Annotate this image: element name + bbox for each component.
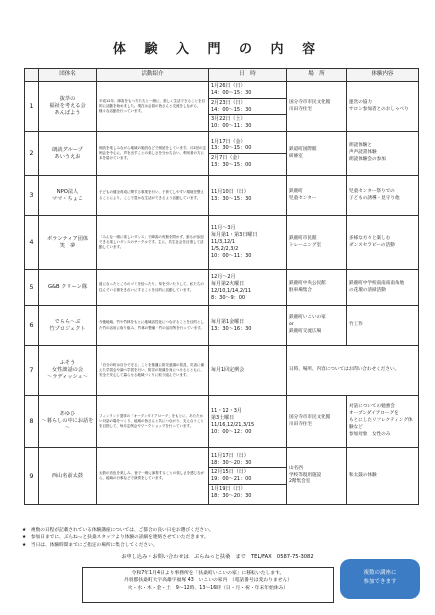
schedule-cell bbox=[209, 448, 287, 505]
experience-content: 竹工作 bbox=[347, 306, 419, 346]
row-number: 9 bbox=[25, 448, 39, 505]
table-row bbox=[25, 306, 419, 346]
activity-intro: 朗読を楽しみながら地域の施設などで朗読をしています。月2回の定例会を中心に、声を出すことの楽しさを分かち合い、利用者の方に本を届けています。 bbox=[97, 132, 209, 176]
schedule-slot: 1月26日（日） 14：00～15：30 bbox=[209, 82, 286, 99]
schedule-slot: 2月7日（金） 13：30～15：00 bbox=[211, 155, 252, 168]
header-place: 場 所 bbox=[287, 69, 347, 82]
row-number: 4 bbox=[25, 216, 39, 270]
group-name: ふそう 女性談話の会 ～ラディッシュ～ bbox=[39, 346, 97, 396]
schedule-cell bbox=[209, 176, 287, 216]
row-number: 2 bbox=[25, 132, 39, 176]
header-intro: 活動紹介 bbox=[97, 69, 209, 82]
note-line: ★ 複数の日程が記載されている体験講座については、ご都合の良い日をお選びください。 bbox=[22, 528, 214, 533]
schedule-text: 毎月第1金曜日 13：30～16：30 bbox=[211, 318, 252, 332]
header-schedule: 日 時 bbox=[209, 69, 287, 82]
multi-course-badge: 複数の講座に 参加できます bbox=[340, 559, 420, 599]
schedule-cell bbox=[209, 270, 287, 306]
schedule-slot: 11月17日（日） 18：30～20：30 bbox=[209, 452, 286, 469]
schedule-text: 12月～2月 毎月第2火曜日 12/10,1/14,2/11 8：30～9：00 bbox=[211, 273, 252, 301]
group-name: でらら～ぶ 竹プロジェクト bbox=[39, 306, 97, 346]
group-name: 朗読グループ あいうえお bbox=[39, 132, 97, 176]
schedule-text: 11月10日（日） 13：30～15：30 bbox=[211, 188, 252, 202]
schedule-cell bbox=[209, 82, 287, 132]
schedule-cell bbox=[209, 396, 287, 448]
activity-intro: 「みんな一緒に楽しいダンス」で障害の有無を問わず、誰もが参加できる楽しいダンスのサークルです。主に、共生社会を目指して活動しています。 bbox=[97, 216, 209, 270]
notes bbox=[22, 527, 422, 549]
experience-content: 和太鼓の体験 bbox=[347, 448, 419, 505]
activity-intro: 平成12年、障害をもつ方たちと一緒に、楽しく生活できることを目的に活動を始めました。現在は会員の皆さんと交流をしながら、様々な活動を行っています。 bbox=[97, 82, 209, 132]
place: 山名西 学校等現用施設 2階集会室 bbox=[287, 448, 347, 505]
experience-content: 多様な方々と楽しむ ダンスセラピーの活動 bbox=[347, 216, 419, 270]
place: 鉄鹿町いこいの家 or 鉄鹿町交流広場 bbox=[287, 306, 347, 346]
schedule-text: 11月～3月 毎月第1・第3日曜日 11/3,12/1 1/5,2/2,3/2 10：00～11：30 bbox=[211, 225, 258, 259]
group-name: NPO法人 ママ・ちょこ bbox=[39, 176, 97, 216]
schedule-slot: 2月23日（日） 14：00～15：30 bbox=[209, 99, 286, 116]
office-move-notice bbox=[82, 567, 334, 603]
schedule-cell bbox=[209, 132, 287, 176]
experience-content: 運営の協力 サロン参加者とのおしゃべり bbox=[347, 82, 419, 132]
row-number: 1 bbox=[25, 82, 39, 132]
note-line: ★ 参加日までに、ぶらねっと扶桑スタッフより体験の詳細を連絡させていただきます。 bbox=[22, 535, 209, 541]
experience-content: 鉄鹿町中学校南南南南角地 の花壇の清掃活動 bbox=[347, 270, 419, 306]
table-row bbox=[25, 132, 419, 176]
schedule-text: 毎月1回定例会 bbox=[211, 367, 245, 373]
activity-intro: フィンランド発祥の「オープンダイアローグ」をもとに、あたたかい対話の場をつくり、地域の皆さんと共につながり、支え合うことを目指して、毎月定例会やワークショップを行っています。 bbox=[97, 396, 209, 448]
page-title: 体 験 入 門 の 内 容 bbox=[112, 42, 323, 57]
table-row bbox=[25, 396, 419, 448]
schedule-slot: 12月15日（日） 19：00～21：00 bbox=[209, 468, 286, 485]
schedule-cell bbox=[209, 216, 287, 270]
schedule-cell bbox=[209, 306, 287, 346]
table-row bbox=[25, 82, 419, 132]
activity-table bbox=[24, 68, 419, 505]
experience-content: 対話についての勉強会 オープンダイアローグを もとにしたリフレクティング体験など 参加対象 女性のみ bbox=[347, 396, 419, 448]
group-name: 抜萃の 福祉を考える会 あんばよう bbox=[39, 82, 97, 132]
table-row bbox=[25, 176, 419, 216]
schedule-slot: 1月17日（金） 13：30～15：00 bbox=[209, 138, 286, 155]
row-number: 5 bbox=[25, 270, 39, 306]
table-row bbox=[25, 270, 419, 306]
activity-intro: 子どもの健全育成に関する事業を行い、子育てしやすい環境を整えることにより、ここで豊かな生活ができるよう活動しています。 bbox=[97, 176, 209, 216]
schedule-cell bbox=[209, 346, 287, 396]
place: 鉄鹿町市民館 トレーニング室 bbox=[287, 216, 347, 270]
schedule-text: 11・12・3月 第3土曜日 11/16,12/21,3/15 10：00～12：00 bbox=[211, 407, 255, 435]
place: 鉄鹿町中央公民館 駐車場集合 bbox=[287, 270, 347, 306]
table-row bbox=[25, 346, 419, 396]
row-number: 8 bbox=[25, 396, 39, 448]
schedule-slot: 3月22日（土） 10：00～11：30 bbox=[211, 116, 252, 129]
contact-line: お申し込み・お問い合わせは ぶらねっと扶桑 まで TEL/FAX 0587-75-3082 bbox=[121, 554, 314, 560]
schedule-slot: 1月19日（日） 18：30～20：30 bbox=[211, 485, 252, 499]
header-content: 体験内容 bbox=[347, 69, 419, 82]
notice-line: 火・水・木・金・土 9～12時、13～16時（日・月・祝・年末年始休み） bbox=[127, 585, 289, 591]
group-name: あゆひ ～暮らしの中にお話を～ bbox=[39, 396, 97, 448]
place: 鉄道町国際館 研修室 bbox=[287, 132, 347, 176]
header-group: 団体名 bbox=[39, 69, 97, 82]
group-name: G&B クリーン隊 bbox=[39, 270, 97, 306]
table-row bbox=[25, 448, 419, 505]
table-row bbox=[25, 216, 419, 270]
row-number: 3 bbox=[25, 176, 39, 216]
group-name: ボランティア団体 笑 夢 bbox=[39, 216, 97, 270]
content-note: 日時、場所、内容についてはお問い合わせください。 bbox=[287, 346, 419, 396]
notice-line: 丹羽郡扶桑町大字高雄字福塚 43 いこいの家内 （電話番号は変わりません） bbox=[123, 578, 293, 584]
experience-content: 朗読体験と 声声読書体験 朗読体験会の参加 bbox=[347, 132, 419, 176]
activity-intro: 今後地域、竹や竹林をもとに地域活性化につなげることを目的とした竹の活用に取り組み、竹林の整備・竹の活用等を行っています。 bbox=[97, 306, 209, 346]
note-line: ★ 当日は、体験時間までにご指定の場所に集合してください。 bbox=[22, 542, 158, 548]
place: 鉄鹿町 児童センター bbox=[287, 176, 347, 216]
notice-line: 令和7年1月4日より事務所を「扶桑町いこいの家」に移転いたします。 bbox=[131, 571, 285, 576]
place: 国分寺市市民文化館 川田寺住宅 bbox=[287, 396, 347, 448]
table-header-row bbox=[25, 69, 419, 82]
row-number: 7 bbox=[25, 346, 39, 396]
place: 国分寺市市民文化館 川田寺住宅 bbox=[287, 82, 347, 132]
activity-intro: 太鼓の音色を楽しみ、皆で一緒に演奏することの楽しさを感じながら、地域の行事などで演奏をしています。 bbox=[97, 448, 209, 505]
header-num bbox=[25, 69, 39, 82]
activity-intro: 「自分の町は自分で守る」ことを基盤に防災意識の普及、災害に備えた学習会や調べ学習を行い、防災の知識を身につけるとともに、安全で安心して暮らせる地域づくりに取り組んでいます。 bbox=[97, 346, 209, 396]
experience-content: 児童センター祭りでの 子どもの誘導・見守り他 bbox=[347, 176, 419, 216]
group-name: 西山名前太鼓 bbox=[39, 448, 97, 505]
row-number: 6 bbox=[25, 306, 39, 346]
activity-intro: 道になったところのゴミを拾ったり、草を引いたりして、私たちの住んでいる街をきれいにすることを目的に活動しています。 bbox=[97, 270, 209, 306]
